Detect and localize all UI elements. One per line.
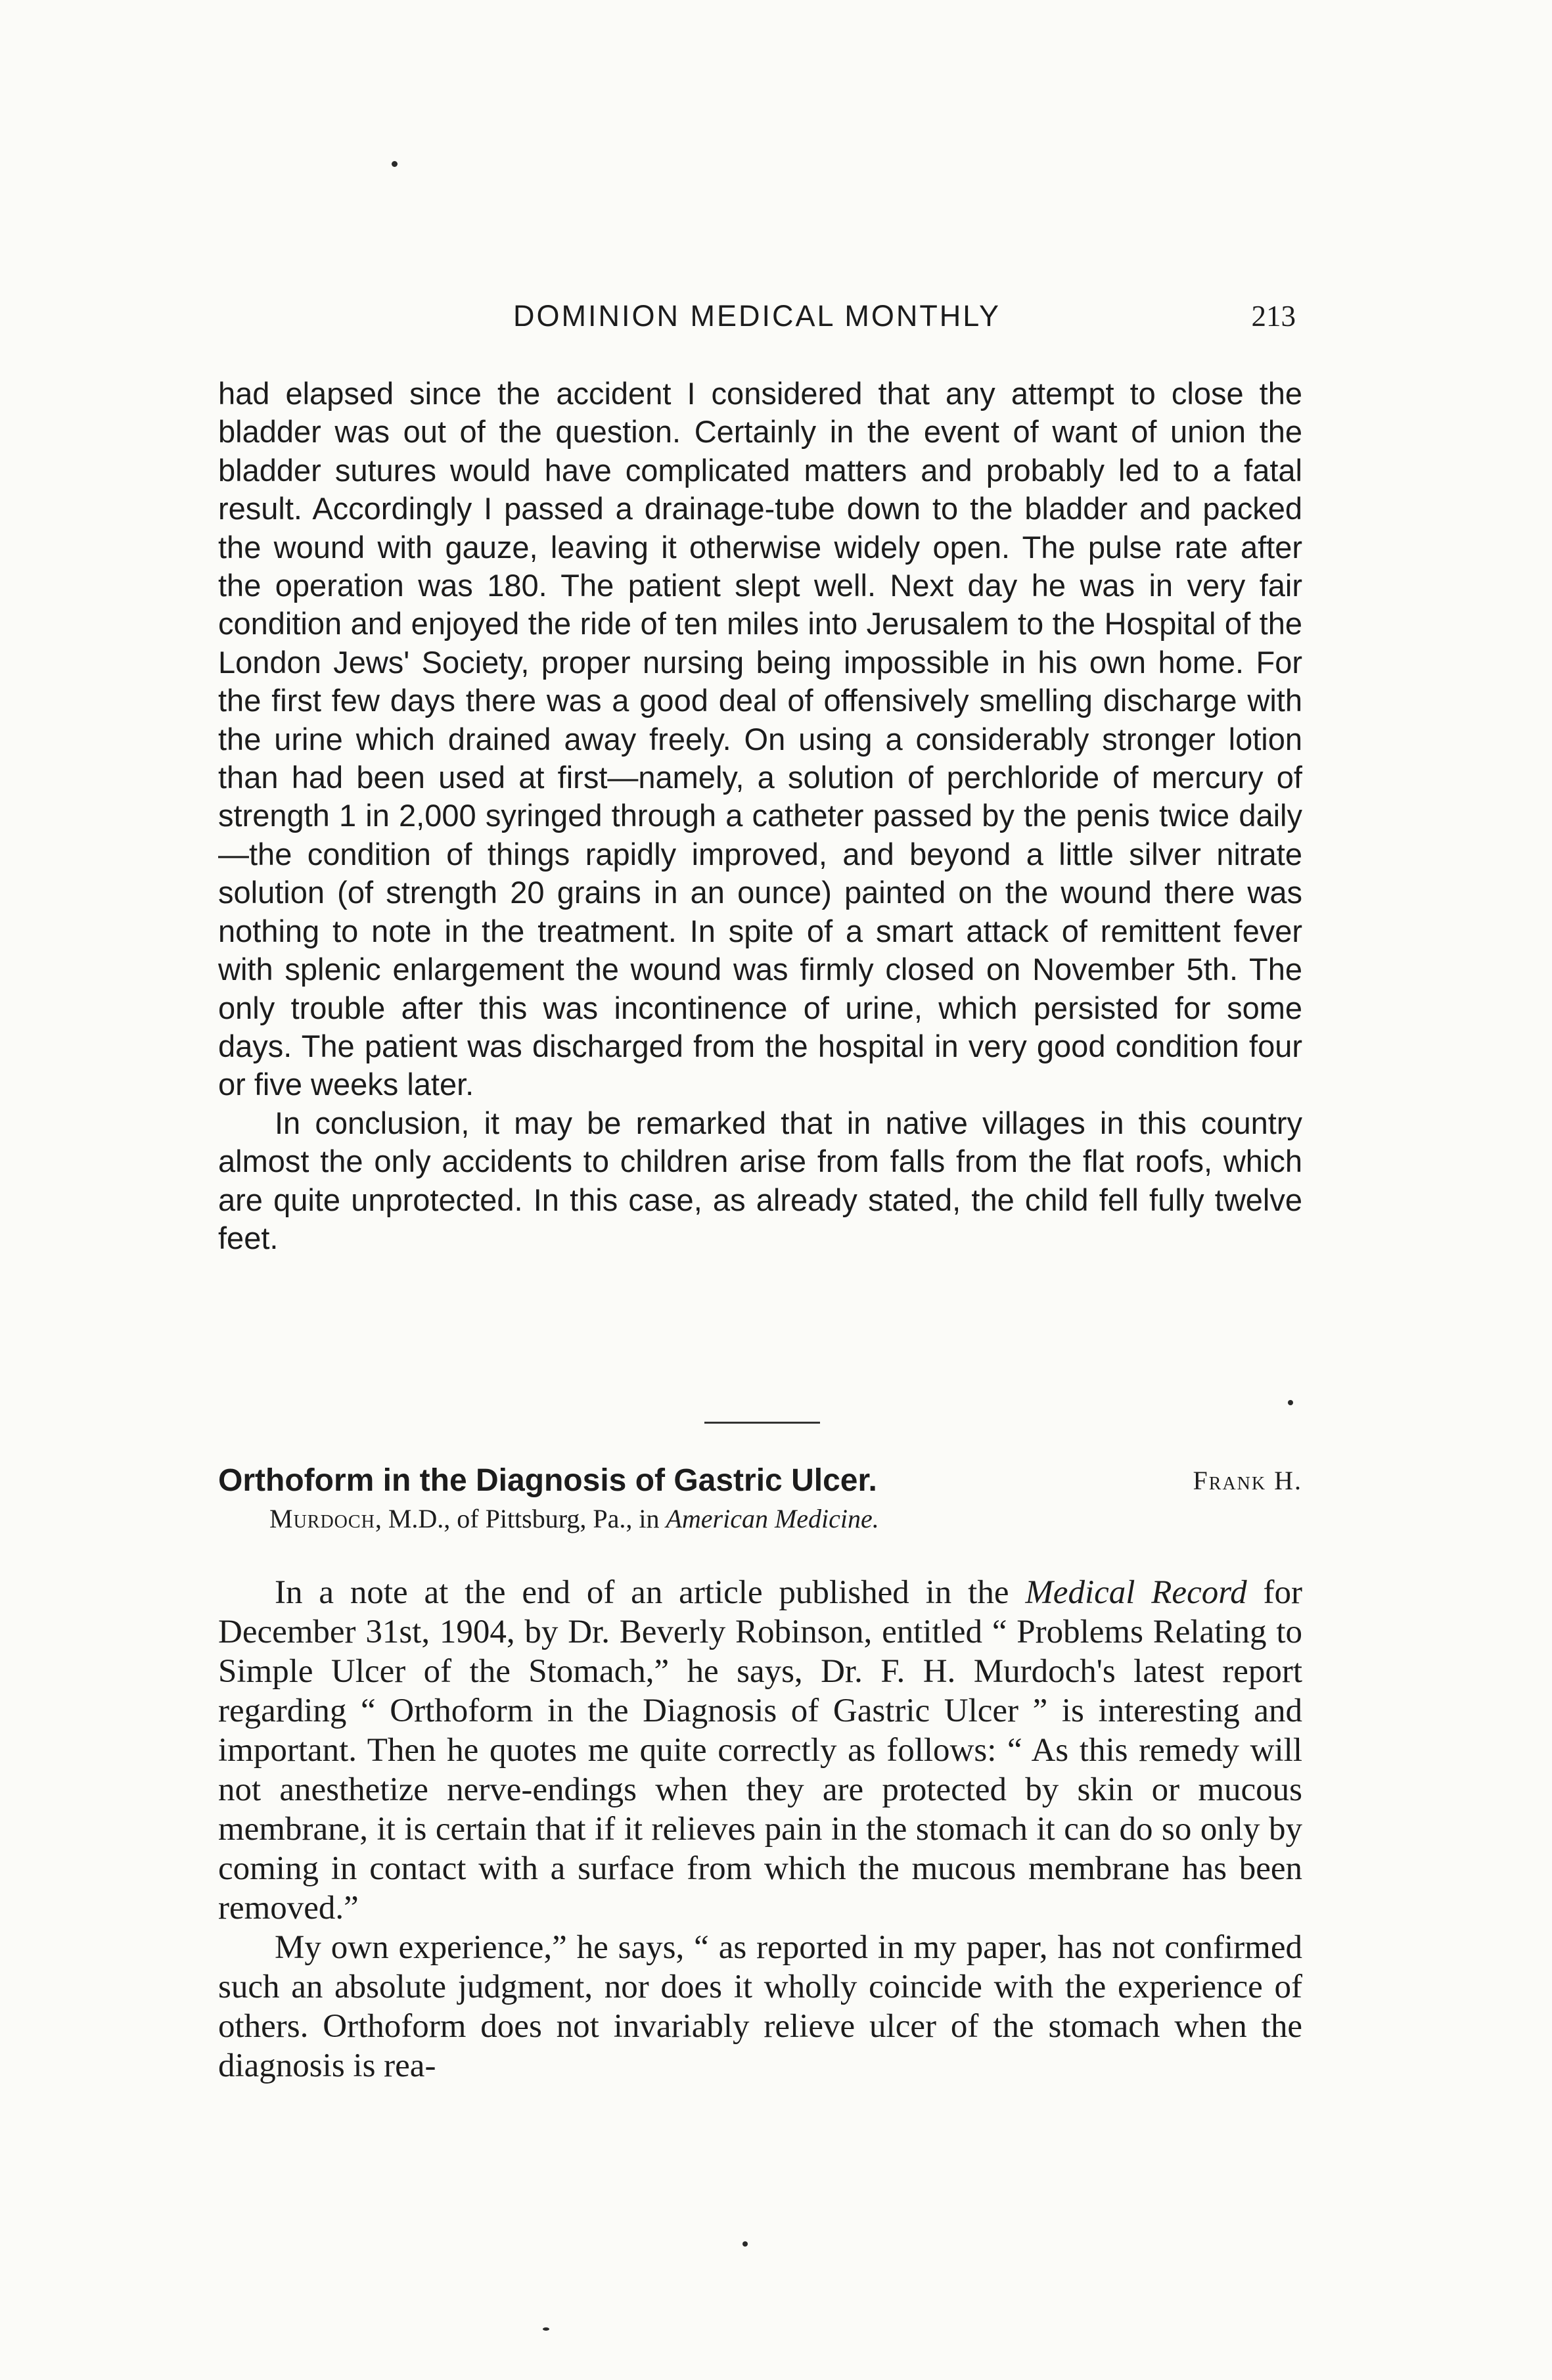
body-paragraph: In conclusion, it may be remarked that in native villages in this country almost the only accidents to children arise from falls from the flat roofs, which are quite unprotected. In this case, as already stated, the child fell fully twelve feet.: [218, 1105, 1302, 1255]
article-heading: [218, 1462, 1302, 1541]
running-head: [218, 299, 1296, 338]
journal-reference: Medical Record: [1025, 1574, 1247, 1611]
continued-article-text: [218, 375, 1302, 1257]
article-body: [218, 1573, 1302, 2086]
scan-speck: [392, 161, 398, 167]
text-run: for December 31st, 1904, by Dr. Beverly Robinson, entitled “ Problems Relating to Simple Ulcer of the Stomach,” he says, Dr. F. H. Murdoch's latest report regarding “ Orthoform in the Diagnosis of Gastric Ulcer ” is interesting and important. Then he quotes me quite correctly as follows: “ As this remedy will not anesthetize nerve-endings when they are protected by skin or mucous membrane, it is certain that if it relieves pain in the stomach it can do so only by coming in contact with a surface from which the mucous membrane has been removed.”: [218, 1574, 1302, 1926]
author-name: Frank H.: [1193, 1466, 1302, 1495]
article-byline: [269, 1503, 879, 1534]
body-paragraph: had elapsed since the accident I considered that any attempt to close the bladder was out of the question. Certainly in the event of want of union the bladder sutures would have complicated matters and probably led to a fatal result. Accordingly I passed a drainage-tube down to the bladder and packed the wound with gauze, leaving it otherwise widely open. The pulse rate after the operation was 180. The patient slept well. Next day he was in very fair condition and enjoyed the ride of ten miles into Jerusalem to the Hospital of the London Jews' Society, proper nursing being impossible in his own home. For the first few days there was a good deal of offensively smelling discharge with the urine which drained away freely. On using a considerably stronger lotion than had been used at first—namely, a solution of perchloride of mercury of strength 1 in 2,000 syringed through a catheter passed by the penis twice daily—the condition of things rapidly improved, and beyond a little silver nitrate solution (of strength 20 grains in an ounce) painted on the wound there was nothing to note in the treatment. In spite of a smart attack of remittent fever with splenic enlargement the wound was firmly closed on November 5th. The only trouble after this was incontinence of urine, which persisted for some days. The patient was discharged from the hospital in very good condition four or five weeks later.: [218, 376, 1302, 1102]
article-title: Orthoform in the Diagnosis of Gastric Ulcer.: [218, 1463, 877, 1498]
text-run: In a note at the end of an article published in the: [275, 1574, 1026, 1611]
section-divider: [704, 1422, 820, 1424]
scan-speck: [1288, 1400, 1293, 1405]
author-surname: Murdoch: [269, 1504, 375, 1533]
page-number: 213: [1251, 300, 1296, 333]
body-paragraph: My own experience,” he says, “ as reported in my paper, has not confirmed such an absolute judgment, nor does it wholly coincide with the experience of others. Orthoform does not invariably relieve ulcer of the stomach when the diagnosis is rea-: [218, 1929, 1302, 2084]
journal-title: DOMINION MEDICAL MONTHLY: [513, 299, 1001, 333]
scan-speck: [742, 2241, 748, 2247]
body-paragraph: [218, 1573, 1302, 1928]
source-journal: American Medicine.: [666, 1504, 879, 1533]
scan-speck: [543, 2327, 549, 2331]
author-details: , M.D., of Pittsburg, Pa., in: [375, 1504, 666, 1533]
